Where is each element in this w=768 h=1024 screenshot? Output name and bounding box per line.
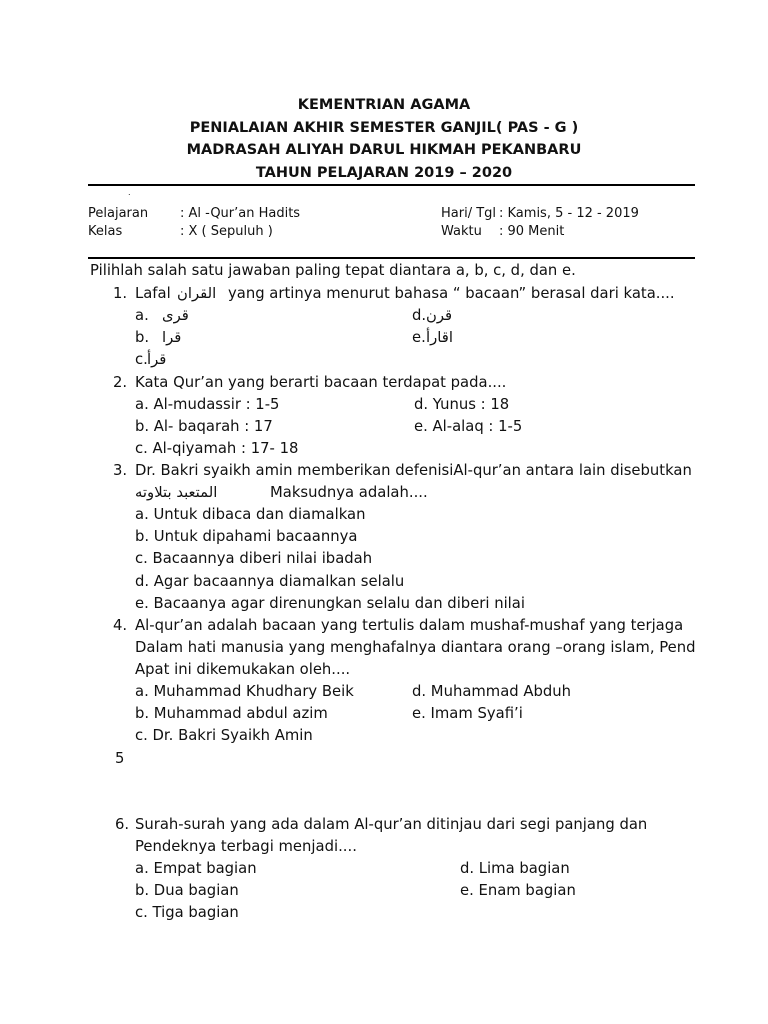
q6-option-a: a. Empat bagian <box>135 860 257 877</box>
info-pelajaran-label: Pelajaran <box>88 206 149 221</box>
info-waktu-label: Waktu <box>441 224 482 239</box>
q3-option-c: c. Bacaannya diberi nilai ibadah <box>135 550 373 567</box>
q6-option-d: d. Lima bagian <box>460 860 570 877</box>
info-hari-value: : Kamis, 5 - 12 - 2019 <box>499 206 639 221</box>
instruction: Pilihlah salah satu jawaban paling tepat diantara a, b, c, d, dan e. <box>90 262 576 279</box>
q2-text: Kata Qur’an yang berarti bacaan terdapat pada.... <box>135 374 507 391</box>
q2-option-e: e. Al-alaq : 1-5 <box>414 418 523 435</box>
q4-option-c: c. Dr. Bakri Syaikh Amin <box>135 727 313 744</box>
q1-option-d-arabic: قرن <box>426 307 453 324</box>
q3-text-continued: Maksudnya adalah.... <box>270 484 428 501</box>
header-divider <box>88 184 695 186</box>
q3-option-a: a. Untuk dibaca dan diamalkan <box>135 506 366 523</box>
q6-text-line1: Surah-surah yang ada dalam Al-qur’an ditinjau dari segi panjang dan <box>135 816 648 833</box>
q6-number: 6. <box>115 816 130 833</box>
q4-option-e: e. Imam Syafi’i <box>412 705 523 722</box>
q4-option-b: b. Muhammad abdul azim <box>135 705 328 722</box>
exam-header <box>0 94 768 184</box>
info-hari-label: Hari/ Tgl <box>441 206 497 221</box>
info-divider <box>88 257 695 259</box>
q2-number: 2. <box>113 374 128 391</box>
q1-option-c-arabic: قرأ <box>147 351 167 368</box>
q4-option-d: d. Muhammad Abduh <box>412 683 572 700</box>
q1-pre: Lafal <box>135 285 171 302</box>
q1-option-c-label: c. <box>135 351 148 368</box>
stray-dot: . <box>128 188 131 197</box>
q3-option-d: d. Agar bacaannya diamalkan selalu <box>135 573 405 590</box>
q1-option-a-label: a. <box>135 307 149 324</box>
q1-option-a-arabic: قرى <box>162 307 189 324</box>
q6-option-b: b. Dua bagian <box>135 882 239 899</box>
q1-option-e-label: e. <box>412 329 426 346</box>
q2-option-d: d. Yunus : 18 <box>414 396 510 413</box>
q1-option-b-label: b. <box>135 329 150 346</box>
q3-option-b: b. Untuk dipahami bacaannya <box>135 528 358 545</box>
q2-option-a: a. Al-mudassir : 1-5 <box>135 396 280 413</box>
info-pelajaran-value: : Al -Qur’an Hadits <box>180 206 301 221</box>
q2-option-b: b. Al- baqarah : 17 <box>135 418 273 435</box>
q6-option-e: e. Enam bagian <box>460 882 576 899</box>
q1-number: 1. <box>113 285 128 302</box>
q1-text: yang artinya menurut bahasa “ bacaan” berasal dari kata.... <box>228 285 675 302</box>
q4-option-a: a. Muhammad Khudhary Beik <box>135 683 354 700</box>
info-waktu-value: : 90 Menit <box>499 224 565 239</box>
q4-number: 4. <box>113 617 128 634</box>
q6-option-c: c. Tiga bagian <box>135 904 239 921</box>
q1-option-e-arabic: اقارأ <box>426 329 453 346</box>
q4-text-line3: Apat ini dikemukakan oleh.... <box>135 661 351 678</box>
info-kelas-value: : X ( Sepuluh ) <box>180 224 273 239</box>
header-exam-title: PENIALAIAN AKHIR SEMESTER GANJIL( PAS - G ) <box>189 119 579 136</box>
q3-text: Dr. Bakri syaikh amin memberikan defenisiAl-qur’an antara lain disebutkan <box>135 462 692 479</box>
q2-option-c: c. Al-qiyamah : 17- 18 <box>135 440 299 457</box>
q5-number: 5 <box>115 750 125 767</box>
header-year: TAHUN PELAJARAN 2019 – 2020 <box>255 164 513 181</box>
info-kelas-label: Kelas <box>88 224 123 239</box>
q1-option-b-arabic: قرا <box>162 329 182 346</box>
q6-text-line2: Pendeknya terbagi menjadi.... <box>135 838 357 855</box>
q3-option-e: e. Bacaanya agar direnungkan selalu dan diberi nilai <box>135 595 525 612</box>
q3-number: 3. <box>113 462 128 479</box>
q1-option-d-label: d. <box>412 307 427 324</box>
q1-arabic: القران <box>177 285 217 302</box>
q4-text-line2: Dalam hati manusia yang menghafalnya diantara orang –orang islam, Pend <box>135 639 696 656</box>
q4-text-line1: Al-qur’an adalah bacaan yang tertulis dalam mushaf-mushaf yang terjaga <box>135 617 684 634</box>
q3-arabic: المتعبد بتلاوته <box>135 484 218 501</box>
header-ministry: KEMENTRIAN AGAMA <box>297 97 471 113</box>
header-school: MADRASAH ALIYAH DARUL HIKMAH PEKANBARU <box>186 142 582 158</box>
